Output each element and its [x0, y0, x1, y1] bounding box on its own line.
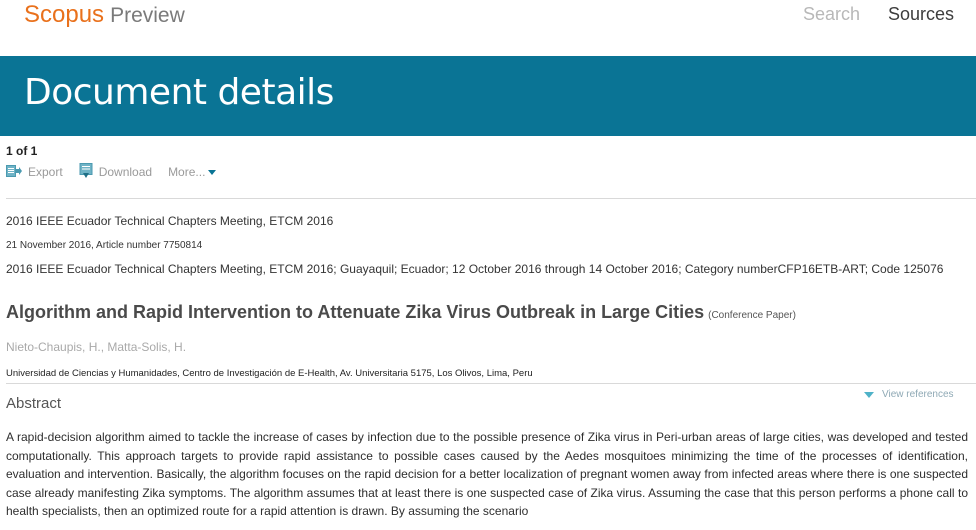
logo-suffix: Preview	[110, 4, 185, 27]
abstract-heading: Abstract	[6, 395, 62, 412]
export-label: Export	[28, 165, 63, 179]
author-list[interactable]: Nieto-Chaupis, H., Matta-Solis, H.	[6, 340, 187, 354]
source-date: 21 November 2016, Article number 7750814	[6, 240, 203, 251]
export-button[interactable]	[6, 165, 63, 180]
download-button[interactable]	[79, 163, 152, 182]
more-label: More...	[168, 165, 206, 179]
view-references-label: View references	[882, 389, 954, 400]
logo-brand: Scopus	[24, 1, 105, 28]
more-menu-button[interactable]	[168, 165, 216, 179]
chevron-down-icon	[208, 170, 216, 175]
top-bar	[0, 0, 976, 56]
divider	[6, 198, 976, 199]
view-references-link[interactable]	[864, 389, 954, 400]
triangle-down-icon	[864, 392, 874, 398]
export-icon	[6, 165, 22, 180]
page-header-banner	[0, 56, 976, 136]
divider	[6, 383, 976, 384]
result-pager: 1 of 1	[6, 144, 38, 158]
download-label: Download	[98, 165, 153, 179]
document-type: (Conference Paper)	[708, 310, 796, 321]
document-title-text: Algorithm and Rapid Intervention to Attenuate Zika Virus Outbreak in Large Cities	[6, 302, 705, 322]
page-title: Document details	[24, 72, 334, 113]
source-title[interactable]: 2016 IEEE Ecuador Technical Chapters Meeting, ETCM 2016	[6, 214, 334, 228]
scopus-logo[interactable]	[24, 0, 185, 31]
document-title	[6, 302, 796, 323]
nav-search-link[interactable]: Search	[803, 4, 861, 24]
conference-info: 2016 IEEE Ecuador Technical Chapters Meeting, ETCM 2016; Guayaquil; Ecuador; 12 October 2016 through 14 October 2016; Category numberCFP16ETB-ART; Code 125076	[6, 262, 944, 276]
nav-sources-link[interactable]: Sources	[888, 4, 955, 24]
affiliation: Universidad de Ciencias y Humanidades, Centro de Investigación de E-Health, Av. Universitaria 5175, Los Olivos, Lima, Peru	[6, 368, 533, 379]
abstract-text: A rapid-decision algorithm aimed to tackle the increase of cases by infection due to the possible presence of Zika virus in Peri-urban areas of large cities, was developed and tested computationally. This approach targets to provide rapid assistance to possible cases caused by the Aedes mosquitoes minimizing the time of the processes of identification, evaluation and intervention. Basically, the algorithm focuses on the rapid decision for a better localization of pregnant women away from infected areas where there is one suspected case already manifesting Zika symptoms. The algorithm assumes that at least there is one suspected case of Zika virus. Assuming the case that this person performs a phone call to health specialists, then an optimized route for a rapid attention is drawn. By assuming the scenario	[6, 430, 968, 518]
document-toolbar	[6, 163, 232, 181]
download-icon	[79, 163, 93, 182]
